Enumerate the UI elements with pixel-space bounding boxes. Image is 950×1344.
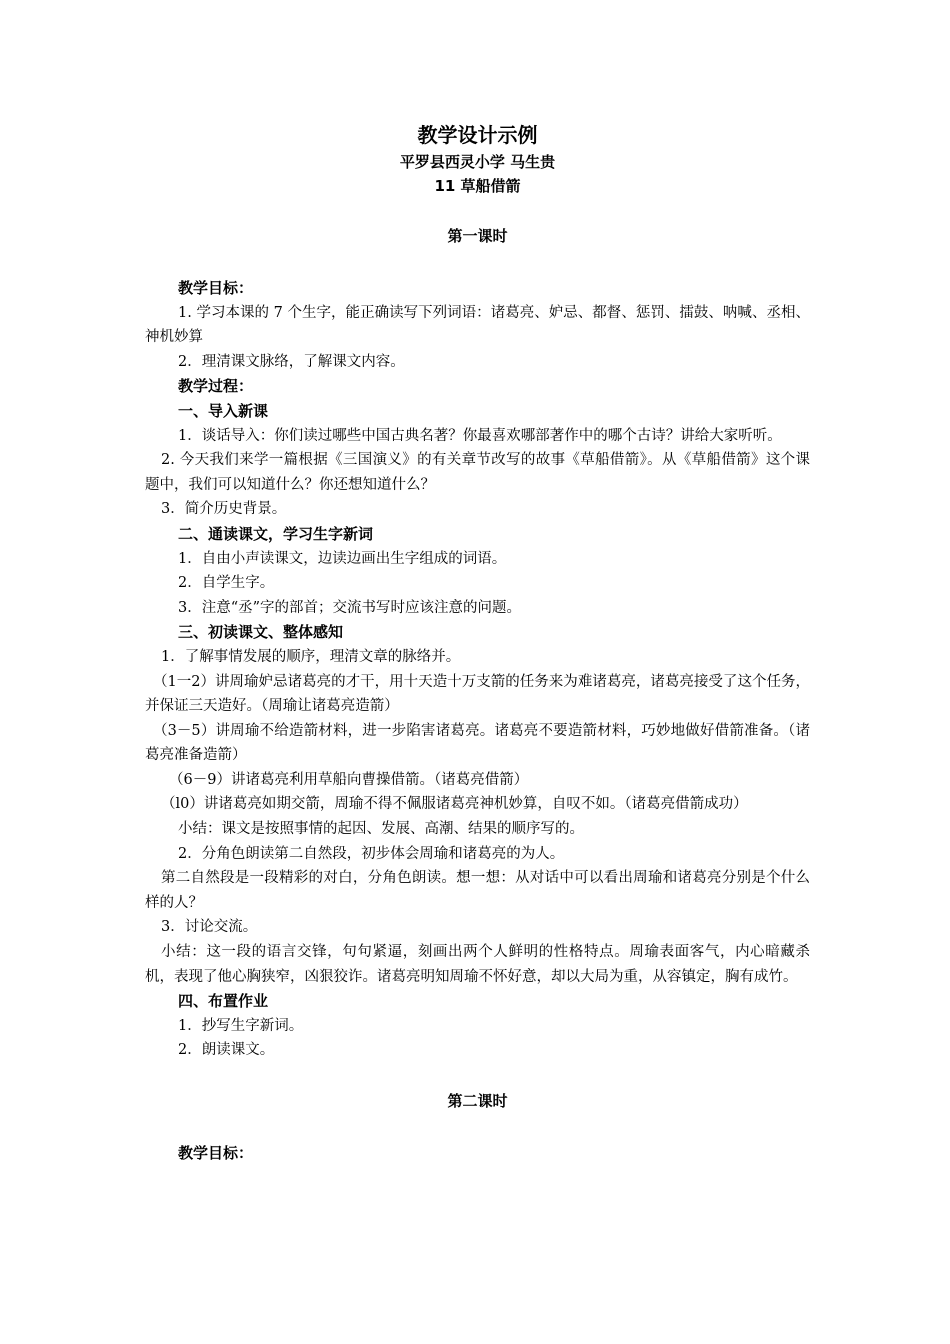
spacer: [145, 1063, 810, 1089]
paragraph: 小结：课文是按照事情的起因、发展、高潮、结果的顺序写的。: [178, 821, 584, 838]
author-line: 平罗县西灵小学 马生贵: [399, 153, 556, 171]
paragraph: 2．分角色朗读第二自然段，初步体会周瑜和诸葛亮的为人。: [178, 845, 565, 862]
period2-heading: 第二课时: [447, 1092, 508, 1110]
lesson-title: 11 草船借箭: [434, 177, 521, 195]
paragraph: （1一2）讲周瑜妒忌诸葛亮的才干，用十天造十万支箭的任务来为难诸葛亮，诸葛亮接受了这个任务，并保证三天造好。（周瑜让诸葛亮造箭）: [145, 673, 810, 715]
paragraph: 2．自学生字。: [178, 575, 275, 592]
spacer: [145, 198, 810, 224]
paragraph: 1．谈话导入：你们读过哪些中国古典名著？你最喜欢哪部著作中的哪个古诗？讲给大家听听。: [178, 427, 782, 444]
paragraph: 第二自然段是一段精彩的对白，分角色朗读。想一想：从对话中可以看出周瑜和诸葛亮分别是个什么样的人？: [145, 870, 810, 911]
part4-heading: 四、布置作业: [178, 992, 269, 1011]
paragraph: 1．抄写生字新词。: [178, 1017, 304, 1034]
paragraph: 3．注意“丞”字的部首；交流书写时应该注意的问题。: [178, 599, 522, 616]
paragraph: 2．朗读课文。: [178, 1042, 275, 1059]
document-title: 教学设计示例: [417, 123, 538, 147]
part1-heading: 一、导入新课: [178, 401, 269, 420]
paragraph: （6－9）讲诸葛亮利用草船向曹操借箭。（诸葛亮借箭）: [169, 771, 529, 788]
paragraph: 1．自由小声读课文，边读边画出生字组成的词语。: [178, 550, 507, 567]
goal-item: 1. 学习本课的 7 个生字，能正确读写下列词语：诸葛亮、妒忌、都督、惩罚、擂鼓、呐喊、丞相、神机妙算: [145, 304, 810, 346]
period1-goals-label: 教学目标：: [178, 279, 254, 297]
paragraph: 1．了解事情发展的顺序，理清文章的脉络并。: [161, 648, 461, 665]
paragraph: 3．简介历史背景。: [161, 501, 287, 518]
goal-item: 2．理清课文脉络，了解课文内容。: [178, 353, 405, 370]
paragraph: 小结：这一段的语言交锋，句句紧逼，刻画出两个人鲜明的性格特点。周瑜表面客气，内心暗藏杀机，表现了他心胸狭窄，凶狠狡诈。诸葛亮明知周瑜不怀好意，却以大局为重，从容镇定，胸有成竹。: [145, 944, 810, 985]
paragraph: 3．讨论交流。: [161, 919, 258, 936]
paragraph: （l0）讲诸葛亮如期交箭，周瑜不得不佩服诸葛亮神机妙算，自叹不如。（诸葛亮借箭成功）: [161, 796, 748, 813]
part2-heading: 二、通读课文，学习生字新词: [178, 524, 374, 543]
period1-heading: 第一课时: [447, 227, 508, 245]
paragraph: 2. 今天我们来学一篇根据《三国演义》的有关章节改写的故事《草船借箭》。从《草船借箭》这个课题中，我们可以知道什么？你还想知道什么？: [145, 452, 810, 493]
spacer: [145, 1113, 810, 1141]
period2-goals-label: 教学目标：: [178, 1144, 254, 1162]
document-body: [145, 120, 810, 1166]
paragraph: （3－5）讲周瑜不给造箭材料，进一步陷害诸葛亮。诸葛亮不要造箭材料，巧妙地做好借箭准备。（诸葛亮准备造箭）: [145, 722, 810, 764]
part3-heading: 三、初读课文、整体感知: [178, 623, 344, 642]
spacer: [145, 248, 810, 276]
process-label: 教学过程：: [178, 377, 254, 396]
